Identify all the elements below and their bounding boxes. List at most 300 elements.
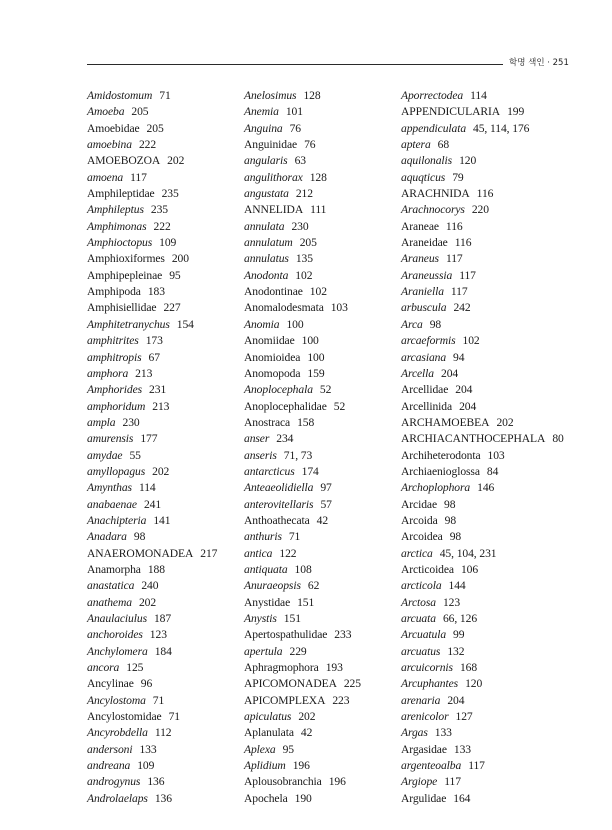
index-term: Amphisiellidae xyxy=(87,301,157,315)
index-term: amyllopagus xyxy=(87,464,146,478)
index-page-numbers: 222 xyxy=(138,138,157,152)
index-page-numbers: 225 xyxy=(343,677,361,691)
index-term: Ancylinae xyxy=(87,677,134,691)
index-page-numbers: 135 xyxy=(295,252,313,266)
index-term: Anoplocephala xyxy=(244,383,313,397)
index-term: Anodontinae xyxy=(244,285,303,299)
index-page-numbers: 100 xyxy=(307,350,325,364)
index-page-numbers: 98 xyxy=(133,530,146,544)
index-term: Androlaelaps xyxy=(87,791,148,805)
index-entry xyxy=(401,399,576,415)
index-page-numbers: 235 xyxy=(161,187,179,201)
index-entry xyxy=(244,121,394,137)
index-entry xyxy=(401,480,576,496)
index-page-numbers: 95 xyxy=(169,268,181,282)
index-term: arctica xyxy=(401,546,433,560)
index-entry xyxy=(401,121,576,137)
index-column-3 xyxy=(401,88,576,807)
index-entry xyxy=(87,693,237,709)
index-term: antica xyxy=(244,546,273,560)
index-entry xyxy=(244,660,394,676)
index-term: appendiculata xyxy=(401,121,467,135)
index-term: Arca xyxy=(401,317,423,331)
index-entry xyxy=(244,153,394,169)
index-term: Arachnocorys xyxy=(401,203,465,217)
index-term: Anoplocephalidae xyxy=(244,399,327,413)
index-entry xyxy=(87,88,237,104)
index-entry xyxy=(87,742,237,758)
index-term: Arcellinida xyxy=(401,399,453,413)
index-entry xyxy=(244,644,394,660)
index-term: apiculatus xyxy=(244,710,292,724)
index-entry xyxy=(244,758,394,774)
index-entry xyxy=(87,562,237,578)
index-term: Amoeba xyxy=(87,105,125,119)
index-page-numbers: 234 xyxy=(276,432,294,446)
index-entry xyxy=(244,725,394,741)
index-term: Anadara xyxy=(87,530,127,544)
index-page-numbers: 116 xyxy=(476,187,494,201)
index-page-numbers: 158 xyxy=(297,415,315,429)
index-page-numbers: 133 xyxy=(139,742,157,756)
index-page-numbers: 205 xyxy=(299,236,317,250)
index-page-numbers: 67 xyxy=(148,350,160,364)
index-entry xyxy=(244,170,394,186)
index-page-numbers: 231 xyxy=(149,383,167,397)
index-term: anabaenae xyxy=(87,497,137,511)
index-page-numbers: 204 xyxy=(447,693,465,707)
index-term: Amphimonas xyxy=(87,219,147,233)
index-term: Amphipepleinae xyxy=(87,268,163,282)
index-entry xyxy=(87,399,237,415)
index-page-numbers: 128 xyxy=(309,170,327,184)
index-term: amphitropis xyxy=(87,350,142,364)
index-page-numbers: 227 xyxy=(163,301,181,315)
index-term: amphoridum xyxy=(87,399,146,413)
index-term: Apochela xyxy=(244,791,288,805)
index-page-numbers: 159 xyxy=(307,366,325,380)
index-column-1 xyxy=(87,88,237,807)
index-entry xyxy=(401,137,576,153)
index-term: Arcticoidea xyxy=(401,562,454,576)
index-entry xyxy=(87,415,237,431)
index-term: Amphitetranychus xyxy=(87,317,170,331)
index-entry xyxy=(401,350,576,366)
index-entry xyxy=(87,121,237,137)
index-page-numbers: 116 xyxy=(454,236,472,250)
index-term: Archiaenioglossa xyxy=(401,464,480,478)
index-entry xyxy=(401,676,576,692)
index-entry xyxy=(244,546,394,562)
index-term: anterovitellaris xyxy=(244,497,314,511)
index-term: Anomalodesmata xyxy=(244,301,324,315)
index-term: anathema xyxy=(87,595,132,609)
index-entry xyxy=(87,153,237,169)
index-entry xyxy=(401,578,576,594)
index-term: Anystidae xyxy=(244,595,291,609)
index-page-numbers: 174 xyxy=(301,464,319,478)
index-term: Aplousobranchia xyxy=(244,775,322,789)
index-term: aquilonalis xyxy=(401,154,453,168)
index-entry xyxy=(87,300,237,316)
index-term: Amidostomum xyxy=(87,89,153,102)
index-page-numbers: 177 xyxy=(140,432,158,446)
index-term: arbuscula xyxy=(401,301,447,315)
index-entry xyxy=(244,366,394,382)
index-entry xyxy=(87,186,237,202)
index-page-numbers: 42 xyxy=(300,726,313,740)
index-page-numbers: 188 xyxy=(147,562,165,576)
index-page-numbers: 98 xyxy=(429,317,442,331)
index-page-numbers: 136 xyxy=(147,775,165,789)
index-page-numbers: 71 xyxy=(288,530,301,544)
index-term: Anchylomera xyxy=(87,644,148,658)
index-term: aptera xyxy=(401,138,431,152)
index-entry xyxy=(87,137,237,153)
index-term: Argulidae xyxy=(401,791,447,805)
index-entry xyxy=(401,513,576,529)
index-page-numbers: 220 xyxy=(471,203,489,217)
index-page-numbers: 80 xyxy=(552,432,564,446)
index-page-numbers: 116 xyxy=(445,219,463,233)
index-term: ARCHAMOEBEA xyxy=(401,415,490,429)
index-page-numbers: 103 xyxy=(330,301,348,315)
index-term: Ancyrobdella xyxy=(87,726,148,740)
index-page-numbers: 127 xyxy=(455,710,473,724)
index-term: anastatica xyxy=(87,579,135,593)
index-term: arcasiana xyxy=(401,350,447,364)
index-term: Apertospathulidae xyxy=(244,628,328,642)
index-entry xyxy=(401,774,576,790)
index-page-numbers: 68 xyxy=(437,138,450,152)
index-page-numbers: 111 xyxy=(310,203,327,217)
index-term: Aplidium xyxy=(244,759,286,773)
index-entry xyxy=(87,268,237,284)
index-term: antiquata xyxy=(244,562,288,576)
index-entry xyxy=(244,137,394,153)
index-term: arcticola xyxy=(401,579,442,593)
index-page-numbers: 240 xyxy=(141,579,159,593)
index-term: apertula xyxy=(244,644,283,658)
index-entry xyxy=(401,88,576,104)
index-page-numbers: 202 xyxy=(152,464,170,478)
index-term: Aporrectodea xyxy=(401,89,464,102)
index-page-numbers: 100 xyxy=(286,317,304,331)
index-entry xyxy=(244,202,394,218)
index-term: Anelosimus xyxy=(244,89,297,102)
index-page-numbers: 187 xyxy=(153,612,172,625)
index-entry xyxy=(87,725,237,741)
index-page-numbers: 202 xyxy=(298,710,316,724)
index-term: Aplanulata xyxy=(244,726,294,740)
index-page-numbers: 223 xyxy=(332,693,350,707)
index-entry xyxy=(244,529,394,545)
index-term: andersoni xyxy=(87,742,133,756)
index-page-numbers: 141 xyxy=(153,513,171,527)
index-entry xyxy=(401,791,576,807)
index-page-numbers: 63 xyxy=(294,154,306,168)
index-term: angulithorax xyxy=(244,170,303,184)
index-entry xyxy=(244,595,394,611)
index-term: argenteoalba xyxy=(401,759,462,773)
index-page-numbers: 204 xyxy=(455,383,473,397)
index-entry xyxy=(401,300,576,316)
index-term: Argiope xyxy=(401,775,438,789)
index-term: Arcella xyxy=(401,366,434,380)
index-term: arcuata xyxy=(401,612,436,625)
index-page-numbers: 199 xyxy=(507,105,525,119)
index-page-numbers: 154 xyxy=(176,317,194,331)
index-page-numbers: 202 xyxy=(138,595,157,609)
index-page-numbers: 117 xyxy=(459,268,476,282)
index-term: ANNELIDA xyxy=(244,203,304,217)
index-term: Argas xyxy=(401,726,428,740)
index-entry xyxy=(244,186,394,202)
index-term: Anuraeopsis xyxy=(244,579,301,593)
index-term: anseris xyxy=(244,448,277,462)
index-page-numbers: 193 xyxy=(325,661,343,675)
index-entry xyxy=(401,333,576,349)
index-term: andreana xyxy=(87,759,131,773)
index-page-numbers: 212 xyxy=(295,187,313,201)
index-term: Anomia xyxy=(244,317,280,331)
index-term: anthuris xyxy=(244,530,282,544)
index-term: amphitrites xyxy=(87,334,139,348)
index-entry xyxy=(87,627,237,643)
index-term: ampla xyxy=(87,415,116,429)
index-term: AMOEBOZOA xyxy=(87,154,161,168)
index-entry xyxy=(87,464,237,480)
index-term: aquqticus xyxy=(401,170,446,184)
index-entry xyxy=(401,448,576,464)
index-entry xyxy=(87,202,237,218)
index-page-numbers: 95 xyxy=(282,742,294,756)
index-entry xyxy=(87,709,237,725)
index-entry xyxy=(87,546,237,562)
index-entry xyxy=(244,350,394,366)
index-term: Ancylostomidae xyxy=(87,710,162,724)
index-entry xyxy=(244,88,394,104)
index-entry xyxy=(87,448,237,464)
index-page-numbers: 52 xyxy=(333,399,346,413)
index-page-numbers: 128 xyxy=(303,89,321,102)
index-term: annulatus xyxy=(244,252,289,266)
index-entry xyxy=(244,464,394,480)
index-entry xyxy=(244,774,394,790)
index-page-numbers: 66, 126 xyxy=(442,612,478,625)
index-page-numbers: 62 xyxy=(307,579,320,593)
index-entry xyxy=(87,170,237,186)
index-term: amydae xyxy=(87,448,123,462)
index-page-numbers: 205 xyxy=(131,105,149,119)
index-page-numbers: 96 xyxy=(140,677,153,691)
index-entry xyxy=(87,676,237,692)
index-term: ancora xyxy=(87,661,120,675)
index-entry xyxy=(401,497,576,513)
index-entry xyxy=(244,676,394,692)
index-page-numbers: 117 xyxy=(468,759,485,773)
index-term: arcuicornis xyxy=(401,661,453,675)
index-page-numbers: 103 xyxy=(487,448,505,462)
index-page-numbers: 98 xyxy=(444,513,457,527)
index-entry xyxy=(87,497,237,513)
index-term: Amynthas xyxy=(87,481,132,495)
index-term: arenaria xyxy=(401,693,441,707)
index-page-numbers: 230 xyxy=(291,219,309,233)
index-term: APICOMPLEXA xyxy=(244,693,326,707)
index-term: Anamorpha xyxy=(87,562,141,576)
index-term: annulatum xyxy=(244,236,293,250)
index-entry xyxy=(87,513,237,529)
index-term: Ancylostoma xyxy=(87,693,146,707)
index-term: Araneus xyxy=(401,252,439,266)
index-page-numbers: 102 xyxy=(295,268,313,282)
index-page-numbers: 71 xyxy=(159,89,171,102)
index-page-numbers: 94 xyxy=(453,350,465,364)
index-page-numbers: 109 xyxy=(137,759,155,773)
index-term: ARCHIACANTHOCEPHALA xyxy=(401,432,546,446)
index-entry xyxy=(244,480,394,496)
index-term: Amphorides xyxy=(87,383,143,397)
index-entry xyxy=(401,627,576,643)
index-term: anser xyxy=(244,432,270,446)
index-page-numbers: 196 xyxy=(292,759,310,773)
index-term: Arcoidea xyxy=(401,530,443,544)
index-page-numbers: 98 xyxy=(449,530,462,544)
index-entry xyxy=(87,431,237,447)
index-entry xyxy=(401,382,576,398)
index-page-numbers: 71 xyxy=(152,693,165,707)
index-page-numbers: 100 xyxy=(301,334,319,348)
index-entry xyxy=(401,186,576,202)
index-page-numbers: 190 xyxy=(294,791,312,805)
index-entry xyxy=(244,284,394,300)
index-term: Anomioidea xyxy=(244,350,301,364)
index-term: Anguina xyxy=(244,121,283,135)
index-page-numbers: 202 xyxy=(167,154,185,168)
index-term: Anteaeolidiella xyxy=(244,481,314,495)
index-entry xyxy=(244,235,394,251)
index-term: Anostraca xyxy=(244,415,291,429)
index-page-numbers: 133 xyxy=(434,726,452,740)
index-page-numbers: 200 xyxy=(171,252,189,266)
index-term: amoebina xyxy=(87,138,132,152)
index-term: Amphileptus xyxy=(87,203,144,217)
index-entry xyxy=(244,611,394,627)
index-term: Arcellidae xyxy=(401,383,449,397)
index-entry xyxy=(87,791,237,807)
index-page-numbers: 45, 114, 176 xyxy=(473,121,530,135)
index-entry xyxy=(87,284,237,300)
index-page-numbers: 146 xyxy=(477,481,495,495)
index-entry xyxy=(401,415,576,431)
index-page-numbers: 120 xyxy=(465,677,483,691)
index-page-numbers: 173 xyxy=(145,334,163,348)
index-term: Aphragmophora xyxy=(244,661,319,675)
index-page-numbers: 205 xyxy=(146,121,164,135)
index-term: Anomopoda xyxy=(244,366,301,380)
index-entry xyxy=(401,611,576,627)
index-page-numbers: 76 xyxy=(289,121,301,135)
index-term: arcuatus xyxy=(401,644,441,658)
index-page-numbers: 106 xyxy=(460,562,479,576)
index-entry xyxy=(401,251,576,267)
index-term: Arcidae xyxy=(401,497,437,511)
index-term: Araneidae xyxy=(401,236,448,250)
index-entry xyxy=(401,464,576,480)
index-page-numbers: 98 xyxy=(444,497,456,511)
index-page-numbers: 120 xyxy=(459,154,477,168)
index-term: amoena xyxy=(87,170,124,184)
index-term: Amphioctopus xyxy=(87,236,153,250)
index-term: ARACHNIDA xyxy=(401,187,470,201)
index-page-numbers: 45, 104, 231 xyxy=(439,546,497,560)
index-entry xyxy=(244,431,394,447)
index-term: Arctosa xyxy=(401,595,436,609)
index-entry xyxy=(401,104,576,120)
index-entry xyxy=(401,268,576,284)
index-term: Amphileptidae xyxy=(87,187,155,201)
index-entry xyxy=(244,791,394,807)
index-entry xyxy=(87,529,237,545)
index-term: Archiheterodonta xyxy=(401,448,481,462)
index-page-numbers: 57 xyxy=(320,497,332,511)
index-page-numbers: 122 xyxy=(279,546,297,560)
index-term: arcaeformis xyxy=(401,334,456,348)
index-page-numbers: 202 xyxy=(496,415,514,429)
index-page-numbers: 204 xyxy=(459,399,477,413)
index-page-numbers: 123 xyxy=(149,628,167,642)
index-page-numbers: 230 xyxy=(122,415,140,429)
index-entry xyxy=(244,497,394,513)
index-page-numbers: 117 xyxy=(130,170,147,184)
index-page-numbers: 213 xyxy=(152,399,170,413)
index-entry xyxy=(401,693,576,709)
index-entry xyxy=(87,595,237,611)
index-entry xyxy=(244,742,394,758)
index-entry xyxy=(244,709,394,725)
index-entry xyxy=(87,774,237,790)
index-entry xyxy=(87,758,237,774)
index-page-numbers: 213 xyxy=(135,366,153,380)
index-page-numbers: 97 xyxy=(320,481,332,495)
index-page-numbers: 168 xyxy=(459,661,478,675)
index-entry xyxy=(87,366,237,382)
index-term: Anemia xyxy=(244,105,279,119)
index-entry xyxy=(87,317,237,333)
index-term: Argasidae xyxy=(401,742,447,756)
index-page-numbers: 164 xyxy=(453,791,471,805)
index-entry xyxy=(87,219,237,235)
index-term: Anachipteria xyxy=(87,513,147,527)
index-term: Araneussia xyxy=(401,268,453,282)
index-page-numbers: 71, 73 xyxy=(283,448,313,462)
index-entry xyxy=(401,529,576,545)
index-entry xyxy=(401,758,576,774)
index-term: Araneae xyxy=(401,219,439,233)
index-entry xyxy=(401,562,576,578)
index-entry xyxy=(87,480,237,496)
index-entry xyxy=(244,317,394,333)
index-entry xyxy=(87,644,237,660)
index-term: ANAEROMONADEA xyxy=(87,546,194,560)
index-entry xyxy=(401,284,576,300)
index-column-2 xyxy=(244,88,394,807)
index-term: Arcuatula xyxy=(401,628,447,642)
index-term: Anaulaciulus xyxy=(87,612,147,625)
index-term: APPENDICULARIA xyxy=(401,105,501,119)
index-term: antarcticus xyxy=(244,464,295,478)
